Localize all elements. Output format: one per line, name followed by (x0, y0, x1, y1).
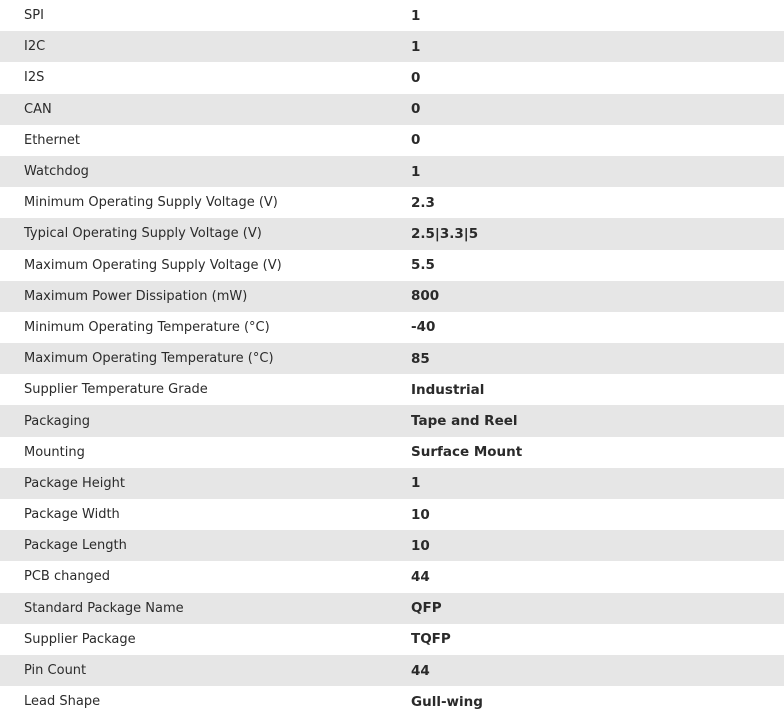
spec-name: I2C (24, 39, 46, 55)
spec-row-pin-count (0, 655, 784, 686)
spec-row-spi (0, 0, 784, 31)
spec-value: 44 (411, 568, 430, 585)
spec-value: 10 (411, 537, 430, 554)
spec-row-can (0, 94, 784, 125)
spec-name: Packaging (24, 413, 90, 429)
spec-row-lead-shape (0, 686, 784, 717)
spec-name: Package Width (24, 507, 120, 523)
spec-name: Package Length (24, 538, 127, 554)
spec-name: Supplier Temperature Grade (24, 382, 208, 398)
spec-value: 800 (411, 288, 440, 305)
spec-value: 44 (411, 662, 430, 679)
spec-row-standard-package-name (0, 593, 784, 624)
spec-name: I2S (24, 70, 45, 86)
spec-name: SPI (24, 8, 44, 24)
spec-value: 2.3 (411, 194, 435, 211)
spec-value: 0 (411, 101, 421, 118)
spec-name: Pin Count (24, 663, 87, 679)
spec-name: Minimum Operating Supply Voltage (V) (24, 195, 278, 211)
spec-row-max-power-dissipation (0, 281, 784, 312)
spec-value: 10 (411, 506, 430, 523)
spec-value: -40 (411, 319, 436, 336)
spec-name: PCB changed (24, 569, 111, 585)
spec-name: Package Height (24, 475, 125, 491)
spec-row-typical-supply-voltage (0, 218, 784, 249)
spec-value: Industrial (411, 381, 485, 398)
spec-name: Mounting (24, 444, 85, 460)
spec-name: Maximum Operating Temperature (°C) (24, 351, 274, 367)
spec-value: 1 (411, 38, 421, 55)
spec-row-i2s (0, 62, 784, 93)
spec-name: Maximum Power Dissipation (mW) (24, 288, 248, 304)
spec-value: 1 (411, 7, 421, 24)
spec-name: Typical Operating Supply Voltage (V) (24, 226, 262, 242)
spec-value: 5.5 (411, 257, 435, 274)
spec-row-package-width (0, 499, 784, 530)
spec-row-max-supply-voltage (0, 250, 784, 281)
spec-value: 2.5|3.3|5 (411, 225, 479, 242)
spec-row-pcb-changed (0, 561, 784, 592)
spec-value: Surface Mount (411, 444, 523, 461)
spec-name: Watchdog (24, 164, 89, 180)
spec-name: Supplier Package (24, 631, 136, 647)
spec-row-package-length (0, 530, 784, 561)
spec-value: QFP (411, 600, 442, 617)
spec-row-max-operating-temperature (0, 343, 784, 374)
spec-row-package-height (0, 468, 784, 499)
spec-name: Maximum Operating Supply Voltage (V) (24, 257, 282, 273)
spec-row-ethernet (0, 125, 784, 156)
spec-value: TQFP (411, 631, 451, 648)
spec-value: Gull-wing (411, 693, 483, 710)
spec-row-watchdog (0, 156, 784, 187)
spec-value: Tape and Reel (411, 413, 518, 430)
spec-value: 85 (411, 350, 430, 367)
spec-name: Standard Package Name (24, 600, 184, 616)
spec-name: CAN (24, 101, 52, 117)
spec-row-temperature-grade (0, 374, 784, 405)
spec-row-supplier-package (0, 624, 784, 655)
spec-row-packaging (0, 405, 784, 436)
spec-name: Ethernet (24, 132, 80, 148)
spec-row-min-operating-temperature (0, 312, 784, 343)
spec-value: 0 (411, 132, 421, 149)
spec-row-i2c (0, 31, 784, 62)
spec-value: 1 (411, 163, 421, 180)
spec-value: 1 (411, 475, 421, 492)
spec-value: 0 (411, 69, 421, 86)
spec-row-mounting (0, 437, 784, 468)
spec-row-min-supply-voltage (0, 187, 784, 218)
spec-name: Lead Shape (24, 694, 101, 710)
spec-name: Minimum Operating Temperature (°C) (24, 319, 270, 335)
